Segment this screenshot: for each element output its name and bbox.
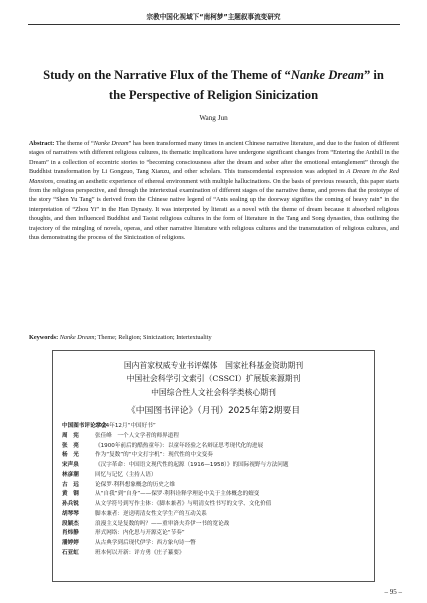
toc-entry [62,451,368,461]
toc-title: 回忆与记忆（主持人语） [95,471,157,478]
keywords-label: Keywords: [29,334,59,341]
abstract [29,139,399,242]
journal-info-line: 中国综合性人文社会科学类核心期刊 [151,387,276,397]
toc-author: 黄 钢 [62,491,79,498]
toc-author: 周 宪 [62,432,79,439]
toc-title: 脚本兼者：逆送明清女性文学生产的互动关系 [95,510,207,517]
toc-author: 孙兵锐 [62,501,79,507]
toc-title: 《1900年前后的酷热童年》：以童年经验之名辩证思考现代化的进展 [95,442,264,449]
toc-title: 从古典学到后现代伊学：西方象句诗一瞥 [95,540,196,546]
toc-title: 2024年12月“中国好书” [95,423,156,429]
toc-author: 张 亮 [62,442,79,449]
toc-author: 潘婷婷 [62,540,79,546]
table-of-contents [62,422,368,559]
toc-title: 论保罗·利科想象概念的历史之维 [95,481,176,488]
journal-info-line: 国内首家权威专业书评媒体 国家社科基金资助期刊 [123,361,304,370]
toc-entry [62,529,368,539]
toc-author: 宋声泉 [62,462,79,468]
toc-title: 从文学符号到写作主体：《脚本兼者》与明清女性书写的文学、文化价值 [95,501,272,507]
page-number: – 95 – [384,588,402,596]
toc-entry [62,520,368,530]
toc-entry [62,549,368,559]
toc-title: 浪漫主义是复数的吗？——重审洛夫乔伊一书的宽论战 [95,520,230,527]
toc-entry [62,490,368,500]
keywords-text: Nanke Dream; Theme; Religion; Sinicization; Intertextuality [59,334,212,341]
toc-title: 从“自我”到“自身”——保罗·利科诠释学理论中关于主体概念的嬗变 [95,491,260,498]
toc-entry [62,481,368,491]
header-rule [28,24,400,25]
toc-author: 杨 光 [62,452,79,459]
article-title: Study on the Narrative Flux of the Theme of “Nanke Dream” in the Perspective of Religion Sinicization [43,68,384,102]
journal-info-lines [0,359,427,399]
toc-author: 林彦潮 [62,471,79,478]
toc-author: 石亚虹 [62,549,79,556]
toc-entry [62,422,368,432]
toc-title: 张佳峰 一个人文学者的师界道程 [95,432,179,439]
toc-entry [62,500,368,510]
toc-entry [62,432,368,442]
toc-entry [62,461,368,471]
abstract-text: The theme of “Nanke Dream” has been transformed many times in ancient Chinese narrative literature, and due to the fusion of different stages of narratives with different religious cultures, its thematic implications have undergone significant changes from “Entering the Anthill in the Dream” in a collection of eccentric stories to “becoming consciousness after the dream and sober after the emotional entanglement” through the Buddhist transformation by Li Gongzuo, Tang Xianzu, and other scholars. This transcendental expression was adopted in A Dream in the Red Mansions, creating an aesthetic experience of ethereal environment with multiple hallucinations. On the basis of previous research, this paper starts from the religious perspective, and through the intertextual examination of different stages of the narrative theme, and proves that the prototype of the story “Shen Yu Tang” is derived from the Chinese native legend of “Ants sealing up the doorway signifies the coming of heavy rain” in the interpretation of “Zhou Yi” in the Han Dynasty. It was interpreted by literati as a novel with the theme of dream because it absorbed religious thoughts, and then influenced Buddhist and Taoist religious cultures in the form of literature in the Tang and Song dynasties, thus outlining the trajectory of the mingling of novels, operas, and other narrative literature with religious cultures and the transmutation of religious cultures, and thus demonstrating the process of the Sinicization of religions. [29,140,400,242]
toc-entry [62,471,368,481]
toc-entry [62,539,368,549]
toc-author: 中国图书评论学会 [62,423,107,429]
abstract-label: Abstract: [29,140,55,147]
running-head: 宗教中国化视域下“南柯梦”主题叙事流变研究 [146,13,281,21]
author-name: Wang Jun [199,114,228,122]
toc-title: 形式网络：内化思与开源克论“节奏” [95,530,185,537]
toc-title: 作为“复数”的“中文打字机”：现代性的中文变奏 [95,452,213,459]
toc-entry [62,442,368,452]
toc-author: 段颖杰 [62,520,79,527]
toc-entry [62,510,368,520]
toc-author: 古 远 [62,481,79,488]
toc-author: 肖炜静 [62,530,79,537]
journal-info-line: 中国社会科学引文索引（CSSCI）扩展版来源期刊 [126,374,301,384]
toc-title: 《汉字革命：中国语文现代性的起源（1916—1958）》的国际视野与方法问题 [95,462,289,468]
keywords [29,333,399,342]
toc-author: 胡琴琴 [62,510,79,517]
toc-title: 班本何以开新：评方勇《庄子纂要》 [95,549,185,556]
issue-contents-title: 《中国图书评论》（月刊）2025年第2期要目 [126,406,301,416]
